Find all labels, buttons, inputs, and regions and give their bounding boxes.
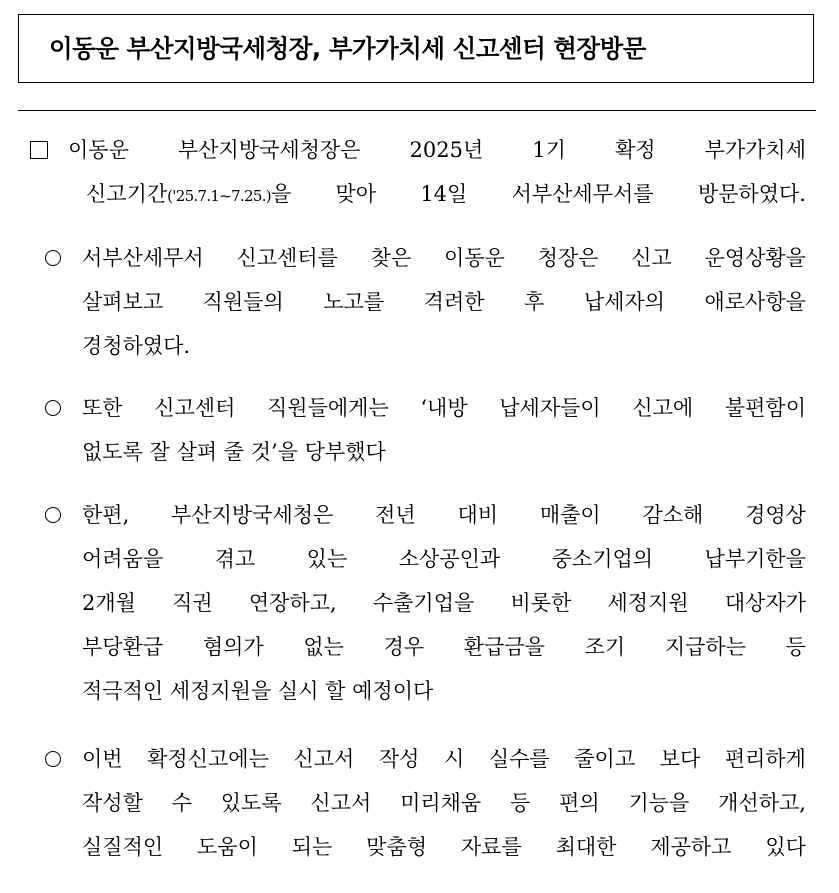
circle-bullet-icon — [45, 507, 61, 523]
paragraph-4: 한편, 부산지방국세청은 전년 대비 매출이 감소해 경영상 어려움을 겪고 있는 소상공인과 중소기업의 납부기한을 2개월 직권 연장하고, 수출기업을 비롯한 세정지원 대상자가 부당환급 혐의가 없는 경우 환급금을 조기 지급하는 등 적극적인 세정지원을 실시 할 예정이다 — [82, 503, 806, 703]
paragraph-1 — [68, 128, 806, 172]
circle-bullet-icon — [45, 400, 61, 416]
circle-bullet-icon — [45, 751, 61, 767]
paragraph-1-line-1: 이동운 부산지방국세청장은 2025년 1기 확정 부가가치세 — [68, 138, 806, 162]
square-bullet-icon — [30, 141, 48, 159]
filing-period-date: ('25.7.1~7.25.) — [167, 187, 271, 205]
paragraph-5: 이번 확정신고에는 신고서 작성 시 실수를 줄이고 보다 편리하게 작성할 수 있도록 신고서 미리채움 등 편의 기능을 개선하고, 실질적인 도움이 되는 맞춤형 자료를 최대한 제공하고 있다 — [82, 747, 806, 859]
paragraph-3: 또한 신고센터 직원들에게는 ‘내방 납세자들이 신고에 불편함이 없도록 잘 살펴 줄 것’을 당부했다 — [82, 396, 806, 464]
paragraph-1-cont — [86, 172, 806, 216]
title-divider — [18, 110, 816, 111]
paragraph-1-line-2: 신고기간('25.7.1~7.25.)을 맞아 14일 서부산세무서를 방문하였다. — [86, 182, 806, 206]
circle-bullet-icon — [45, 250, 61, 266]
paragraph-2: 서부산세무서 신고센터를 찾은 이동운 청장은 신고 운영상황을 살펴보고 직원들의 노고를 격려한 후 납세자의 애로사항을 경청하였다. — [82, 246, 806, 358]
title-box — [18, 14, 814, 83]
page-title: 이동운 부산지방국세청장, 부가가치세 신고센터 현장방문 — [49, 34, 646, 63]
